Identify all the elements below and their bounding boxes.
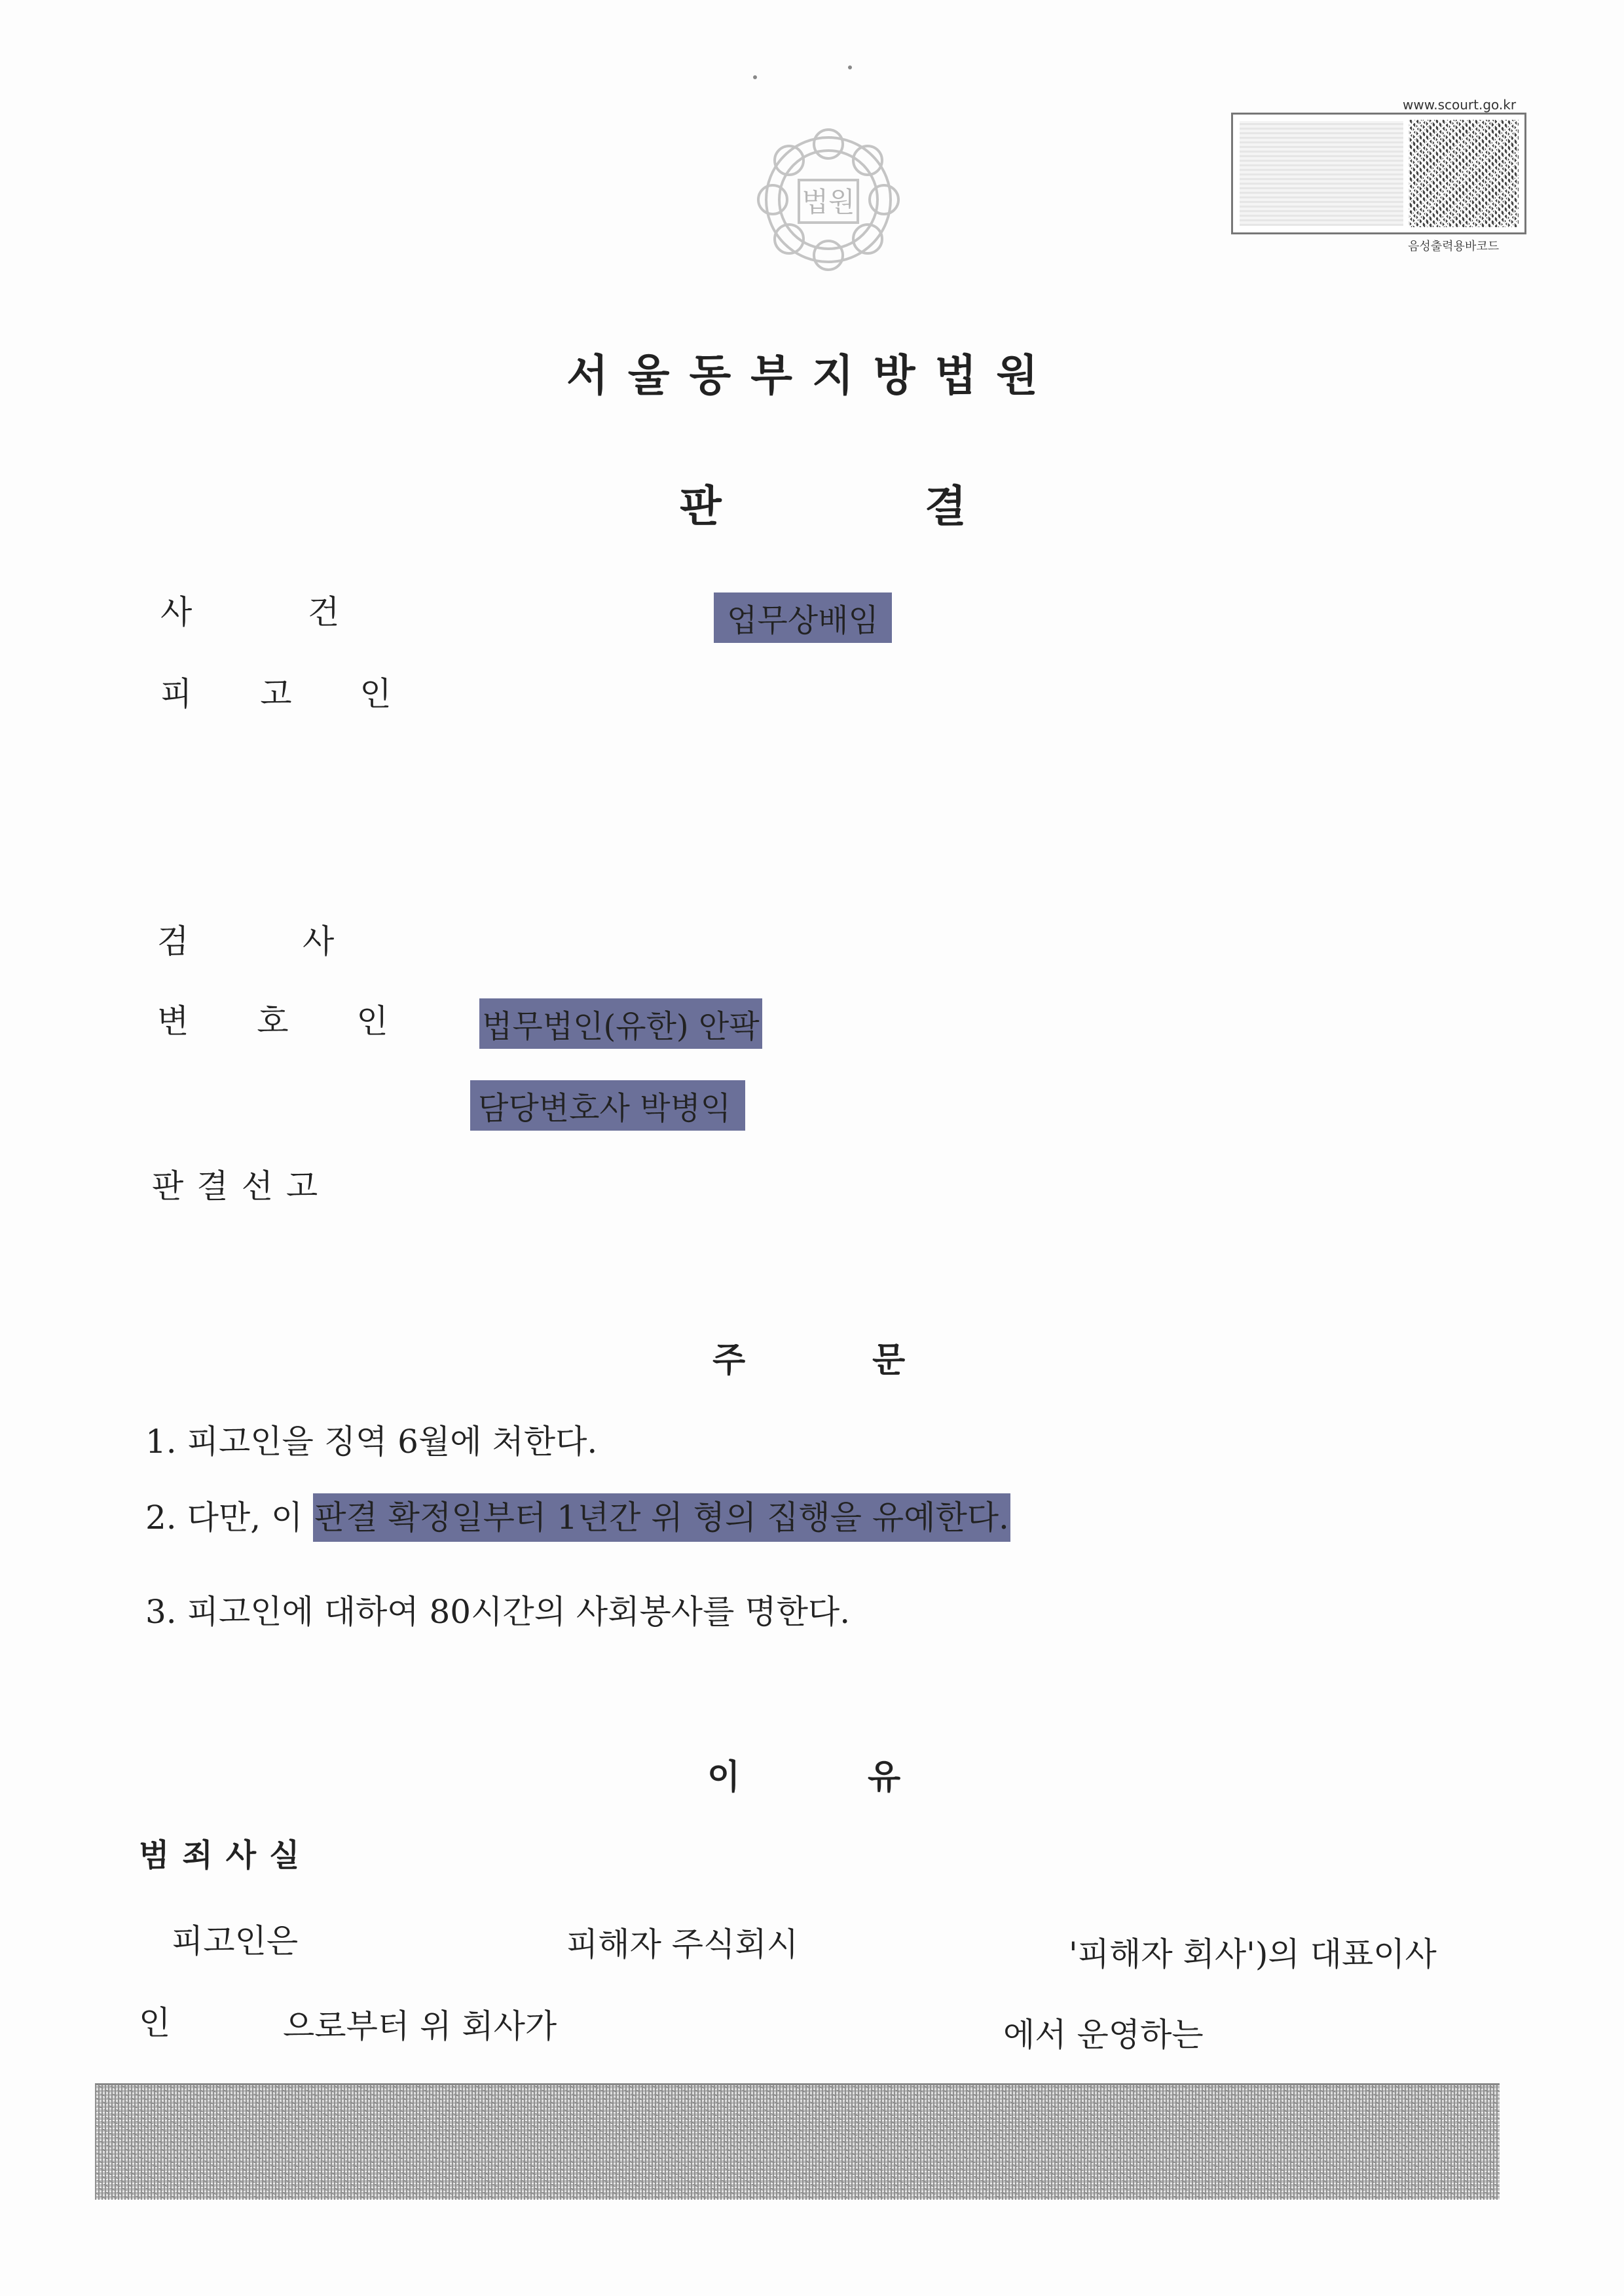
order-item-3: 3. 피고인에 대하여 80시간의 사회봉사를 명한다. [145, 1593, 851, 1631]
scourt-url: www.scourt.go.kr [1403, 97, 1517, 113]
reasons-line2-a: 인 [139, 2004, 171, 2042]
grey-pattern [1240, 121, 1403, 226]
bottom-barcode [95, 2083, 1500, 2200]
barcode-caption: 음성출력용바코드 [1408, 240, 1500, 253]
order-heading-2: 문 [872, 1341, 906, 1380]
reasons-line1-b: 피해자 주식회시 [566, 1925, 798, 1963]
defendant-label: 피 고 인 [160, 675, 420, 713]
case-label [160, 586, 340, 633]
counsel-label: 변 호 인 [157, 1002, 417, 1040]
reasons-line1-a: 피고인은 [172, 1922, 299, 1960]
crime-facts-subheading: 범죄사실 [139, 1837, 313, 1874]
reasons-line1-c: '피해자 회사')의 대표이사 [1069, 1935, 1437, 1973]
scan-speck [848, 65, 852, 69]
sentence-date-label: 판결선고 [152, 1167, 331, 1205]
case-value: 업무상배임 [714, 592, 892, 643]
prosecutor-label-1: 검 [157, 922, 189, 960]
reasons-heading-2: 유 [868, 1758, 901, 1797]
reasons-heading-1: 이 [707, 1758, 741, 1797]
court-name: 서울동부지방법원 [566, 350, 1058, 401]
scan-speck [753, 75, 757, 79]
seal-text: 법원 [802, 186, 855, 218]
court-seal [733, 118, 923, 282]
case-label-2: 건 [308, 593, 340, 631]
reasons-line2-b: 으로부터 위 회사가 [283, 2007, 557, 2045]
counsel-attorney: 담당변호사 박병익 [470, 1080, 745, 1131]
order-item-1: 1. 피고인을 징역 6월에 처한다. [145, 1423, 598, 1461]
order-item-2 [145, 1491, 1010, 1539]
order-item-2-prefix: 2. 다만, 이 [145, 1499, 314, 1537]
doc-title-char-1: 판 [680, 481, 722, 532]
voice-barcode-box [1231, 113, 1526, 234]
case-label-1: 사 [160, 593, 193, 631]
order-item-2-highlight: 판결 확정일부터 1년간 위 형의 집행을 유예한다. [313, 1493, 1010, 1542]
voice-barcode [1409, 120, 1519, 227]
doc-title-char-2: 결 [925, 481, 967, 532]
counsel-firm: 법무법인(유한) 안팍 [479, 998, 762, 1049]
order-heading-1: 주 [712, 1341, 746, 1380]
prosecutor-label-2: 사 [303, 922, 335, 960]
reasons-line2-c: 에서 운영하는 [1003, 2016, 1204, 2054]
prosecutor-label [157, 915, 335, 962]
